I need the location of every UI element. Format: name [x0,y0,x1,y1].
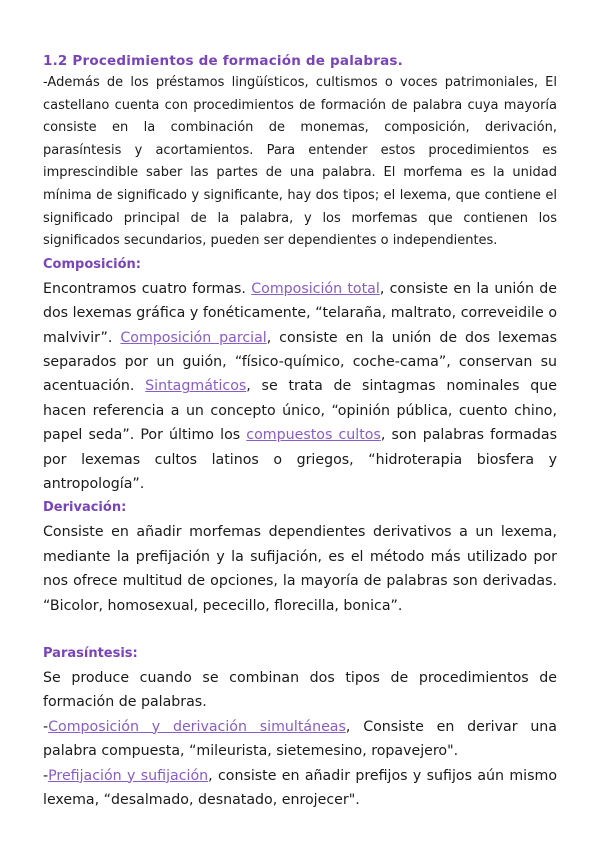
composicion-text-3: , consiste en la unión de dos lexemas separados por un guión, “físico-químico, coche-cama”, conservan su acentuación. [43,329,557,395]
composicion-derivacion-link[interactable]: Composición y derivación simultáneas [48,718,346,735]
parasintesis-item-2 [43,764,557,813]
item-1-text: , Consiste en derivar una palabra compuesta, “mileurista, sietemesino, ropavejero". [43,718,557,760]
compuestos-cultos-link[interactable]: compuestos cultos [246,427,381,444]
item-2-dash: - [43,767,49,784]
item-1-dash: - [43,718,49,735]
parasintesis-item-1 [43,715,557,764]
composicion-paragraph [43,277,557,497]
derivacion-paragraph: Consiste en añadir morfemas dependientes derivativos a un lexema, mediante la prefijación y la sufijación, es el método más utilizado por nos ofrece multitud de opciones, la mayoría de palabras son derivadas. “Bicolor, homosexual, pececillo, florecilla, bonica”. [43,524,557,614]
item-2-text: , consiste en añadir prefijos y sufijos aún mismo lexema, “desalmado, desnatado, enrojecer". [43,767,557,809]
document-page [43,50,557,812]
sintagmaticos-link[interactable]: Sintagmáticos [145,378,247,395]
composicion-text-5: , son palabras formadas por lexemas cultos latinos o griegos, “hidroterapia biosfera y antropología”. [43,427,558,492]
prefijacion-sufijacion-link[interactable]: Prefijación y sufijación [48,767,209,784]
intro-paragraph: -Además de los préstamos lingüísticos, cultismos o voces patrimoniales, El castellano cuenta con procedimientos de formación de palabra cuya mayoría consiste en la combinación de monemas, composición, derivación, parasíntesis y acortamientos. Para entender estos procedimientos es imprescindible saber las partes de una palabra. El morfema es la unidad mínima de significado y significante, hay dos tipos; el lexema, que contiene el significado principal de la palabra, y los morfemas que contienen los significados secundarios, pueden ser dependientes o independientes. [43,75,557,249]
paragraph-spacer [43,618,557,642]
composicion-text-4: , se trata de sintagmas nominales que hacen referencia a un concepto único, “opinión pública, cuento chino, papel seda”. Por último los [43,378,558,444]
composicion-parcial-link[interactable]: Composición parcial [120,329,267,346]
parasintesis-intro: Se produce cuando se combinan dos tipos de procedimientos de formación de palabras. [43,670,557,711]
composicion-total-link[interactable]: Composición total [251,280,380,297]
composicion-heading: Composición: [43,256,141,272]
section-title: 1.2 Procedimientos de formación de palabras. [43,53,403,69]
parasintesis-heading: Parasíntesis: [43,646,138,662]
derivacion-heading: Derivación: [43,500,127,516]
composicion-text-1: Encontramos cuatro formas. [43,280,252,297]
composicion-text-2: , consiste en la unión de dos lexemas gráfica y fonéticamente, “telaraña, maltrato, correveidile o malvivir”. [43,280,557,346]
